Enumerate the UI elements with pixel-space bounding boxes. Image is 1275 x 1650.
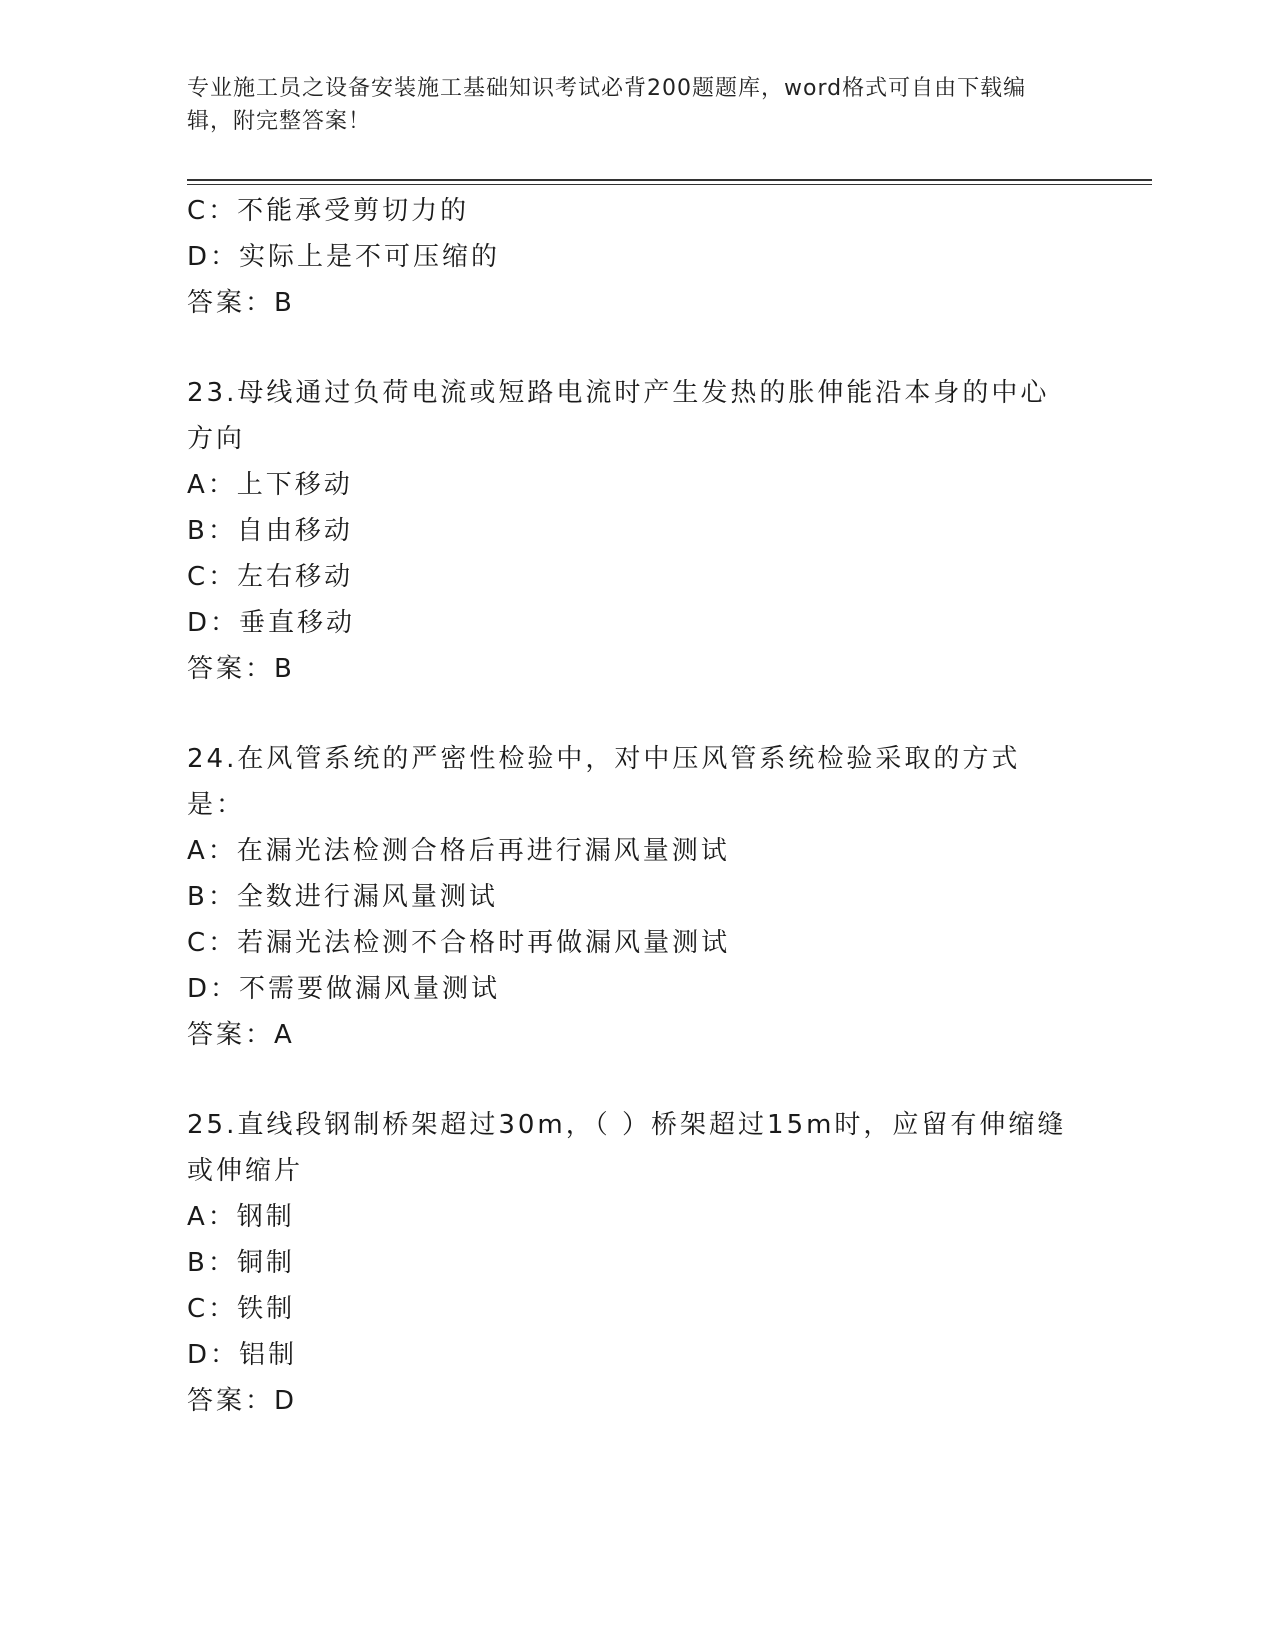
question-block-25 xyxy=(187,1102,1087,1424)
option-c: C：若漏光法检测不合格时再做漏风量测试 xyxy=(187,928,731,958)
option-d: D：垂直移动 xyxy=(187,608,356,638)
document-header: 专业施工员之设备安装施工基础知识考试必背200题题库，word格式可自由下载编辑，附完整答案！ xyxy=(187,76,1027,134)
question-block-24 xyxy=(187,736,1087,1058)
option-d: D：实际上是不可压缩的 xyxy=(187,242,501,272)
question-stem: 23.母线通过负荷电流或短路电流时产生发热的胀伸能沿本身的中心方向 xyxy=(187,378,1050,454)
option-a: A：在漏光法检测合格后再进行漏风量测试 xyxy=(187,836,730,866)
option-d: D：不需要做漏风量测试 xyxy=(187,974,501,1004)
header-divider-thick xyxy=(187,179,1152,181)
question-block-23 xyxy=(187,370,1087,692)
option-b: B：自由移动 xyxy=(187,516,353,546)
option-b: B：铜制 xyxy=(187,1248,295,1278)
option-c: C：左右移动 xyxy=(187,562,354,592)
option-a: A：钢制 xyxy=(187,1202,295,1232)
answer-line: 答案：B xyxy=(187,654,295,684)
option-b: B：全数进行漏风量测试 xyxy=(187,882,498,912)
option-a: A：上下移动 xyxy=(187,470,353,500)
answer-line: 答案：A xyxy=(187,1020,295,1050)
question-stem: 25.直线段钢制桥架超过30m，（ ）桥架超过15m时，应留有伸缩缝或伸缩片 xyxy=(187,1110,1067,1186)
question-list xyxy=(187,188,1087,1424)
option-d: D：铝制 xyxy=(187,1340,298,1370)
option-c: C：不能承受剪切力的 xyxy=(187,196,470,226)
option-c: C：铁制 xyxy=(187,1294,296,1324)
question-stem: 24.在风管系统的严密性检验中，对中压风管系统检验采取的方式是： xyxy=(187,744,1021,820)
header-divider-thin xyxy=(187,184,1152,185)
answer-line: 答案：D xyxy=(187,1386,298,1416)
answer-line: 答案：B xyxy=(187,288,295,318)
carryover-block xyxy=(187,188,1087,326)
